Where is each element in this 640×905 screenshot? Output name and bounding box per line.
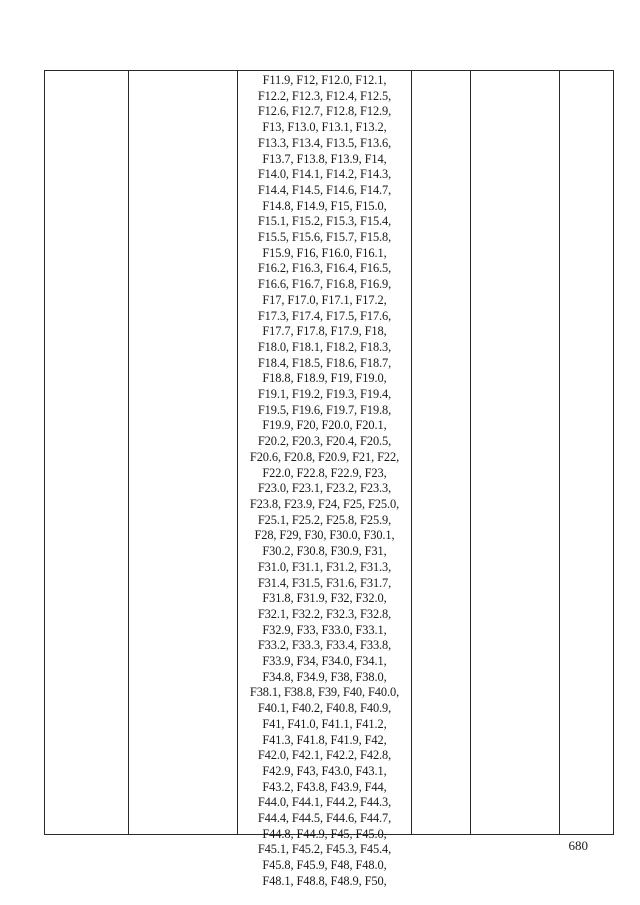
code-line: F40.1, F40.2, F40.8, F40.9, (257, 701, 392, 716)
code-line: F15.9, F16, F16.0, F16.1, (262, 245, 387, 260)
code-line: F48.1, F48.8, F48.9, F50, (262, 873, 387, 888)
code-line: F28, F29, F30, F30.0, F30.1, (254, 528, 395, 543)
code-line: F43.2, F43.8, F43.9, F44, (262, 779, 387, 794)
code-line: F19.5, F19.6, F19.7, F19.8, (257, 402, 392, 417)
code-line: F31.4, F31.5, F31.6, F31.7, (257, 575, 392, 590)
code-line: F32.9, F33, F33.0, F33.1, (262, 622, 387, 637)
code-line: F23.0, F23.1, F23.2, F23.3, (257, 481, 392, 496)
code-line: F13.7, F13.8, F13.9, F14, (262, 151, 387, 166)
code-line: F41.3, F41.8, F41.9, F42, (262, 732, 387, 747)
code-line: F13.3, F13.4, F13.5, F13.6, (257, 135, 392, 150)
code-line: F45.8, F45.9, F48, F48.0, (262, 858, 387, 873)
code-line: F18.0, F18.1, F18.2, F18.3, (257, 339, 392, 354)
table-column-5 (471, 71, 560, 834)
code-line: F16.2, F16.3, F16.4, F16.5, (257, 261, 392, 276)
table-column-2 (129, 71, 238, 834)
table-column-6 (560, 71, 613, 834)
table-column-1 (45, 71, 129, 834)
code-line: F14.0, F14.1, F14.2, F14.3, (257, 167, 392, 182)
code-line: F15.1, F15.2, F15.3, F15.4, (257, 214, 392, 229)
code-line: F44.8, F44.9, F45, F45.0, (262, 826, 387, 841)
code-line: F19.1, F19.2, F19.3, F19.4, (257, 387, 392, 402)
code-line: F44.0, F44.1, F44.2, F44.3, (257, 795, 392, 810)
code-line: F45.1, F45.2, F45.3, F45.4, (257, 842, 392, 857)
code-line: F13, F13.0, F13.1, F13.2, (262, 120, 387, 135)
code-line: F14.4, F14.5, F14.6, F14.7, (257, 182, 392, 197)
code-line: F32.1, F32.2, F32.3, F32.8, (257, 606, 392, 621)
code-line: F17, F17.0, F17.1, F17.2, (262, 292, 387, 307)
code-line: F19.9, F20, F20.0, F20.1, (262, 418, 387, 433)
code-line: F18.4, F18.5, F18.6, F18.7, (257, 355, 392, 370)
code-line: F12.2, F12.3, F12.4, F12.5, (257, 88, 392, 103)
code-line: F20.6, F20.8, F20.9, F21, F22, (249, 449, 400, 464)
code-line: F31.8, F31.9, F32, F32.0, (262, 591, 387, 606)
code-line: F14.8, F14.9, F15, F15.0, (262, 198, 387, 213)
code-line: F17.7, F17.8, F17.9, F18, (262, 324, 387, 339)
code-line: F31.0, F31.1, F31.2, F31.3, (257, 559, 392, 574)
code-line: F44.4, F44.5, F44.6, F44.7, (257, 811, 392, 826)
code-line: F23.8, F23.9, F24, F25, F25.0, (249, 496, 400, 511)
code-line: F33.9, F34, F34.0, F34.1, (262, 654, 387, 669)
code-line: F22.0, F22.8, F22.9, F23, (262, 465, 387, 480)
code-line: F12.6, F12.7, F12.8, F12.9, (257, 104, 392, 119)
code-list (238, 71, 411, 890)
code-line: F33.2, F33.3, F33.4, F33.8, (257, 638, 392, 653)
code-line: F16.6, F16.7, F16.8, F16.9, (257, 277, 392, 292)
code-line: F15.5, F15.6, F15.7, F15.8, (257, 230, 392, 245)
table-column-4 (412, 71, 471, 834)
table-column-codes (238, 71, 412, 888)
code-line: F34.8, F34.9, F38, F38.0, (262, 669, 387, 684)
code-line: F17.3, F17.4, F17.5, F17.6, (257, 308, 392, 323)
page-number: 680 (568, 838, 588, 853)
code-line: F20.2, F20.3, F20.4, F20.5, (257, 434, 392, 449)
code-line: F41, F41.0, F41.1, F41.2, (262, 716, 387, 731)
code-line: F38.1, F38.8, F39, F40, F40.0, (249, 685, 400, 700)
code-line: F30.2, F30.8, F30.9, F31, (262, 544, 387, 559)
code-line: F18.8, F18.9, F19, F19.0, (262, 371, 387, 386)
code-line: F42.9, F43, F43.0, F43.1, (262, 763, 387, 778)
code-line: F42.0, F42.1, F42.2, F42.8, (257, 748, 392, 763)
code-line: F25.1, F25.2, F25.8, F25.9, (257, 512, 392, 527)
code-line: F11.9, F12, F12.0, F12.1, (262, 73, 387, 87)
